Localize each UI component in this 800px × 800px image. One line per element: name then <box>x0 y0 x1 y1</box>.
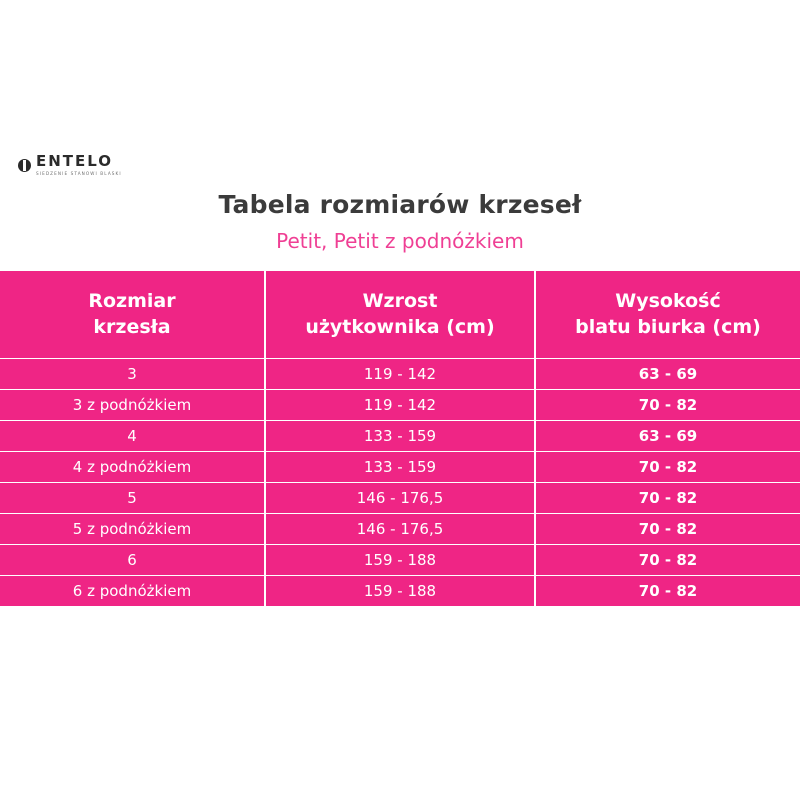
table-row <box>0 452 800 483</box>
cell-size: 4 z podnóżkiem <box>0 452 265 483</box>
cell-size: 5 <box>0 483 265 514</box>
cell-desk-height: 63 - 69 <box>535 421 800 452</box>
table-row <box>0 390 800 421</box>
page-title: Tabela rozmiarów krzeseł <box>218 190 582 220</box>
table-head <box>0 271 800 359</box>
table-row <box>0 545 800 576</box>
table-row <box>0 514 800 545</box>
cell-user-height: 119 - 142 <box>265 359 535 390</box>
cell-size: 6 z podnóżkiem <box>0 576 265 607</box>
cell-user-height: 159 - 188 <box>265 545 535 576</box>
cell-size: 3 z podnóżkiem <box>0 390 265 421</box>
column-header-desk-height-line2: blatu biurka (cm) <box>575 315 761 338</box>
cell-size: 5 z podnóżkiem <box>0 514 265 545</box>
cell-desk-height: 70 - 82 <box>535 545 800 576</box>
entelo-logo-icon <box>18 159 31 172</box>
cell-desk-height: 70 - 82 <box>535 390 800 421</box>
cell-desk-height: 63 - 69 <box>535 359 800 390</box>
column-header-user-height <box>265 271 535 359</box>
table-row <box>0 483 800 514</box>
cell-user-height: 146 - 176,5 <box>265 483 535 514</box>
cell-user-height: 133 - 159 <box>265 452 535 483</box>
table-row <box>0 359 800 390</box>
cell-size: 6 <box>0 545 265 576</box>
cell-user-height: 133 - 159 <box>265 421 535 452</box>
brand-tagline: SIEDZENIE STANOWI BLASKI <box>36 171 122 176</box>
chart-header <box>0 140 800 271</box>
size-chart-card <box>0 140 800 608</box>
cell-desk-height: 70 - 82 <box>535 576 800 607</box>
cell-size: 3 <box>0 359 265 390</box>
column-header-user-height-line2: użytkownika (cm) <box>305 315 495 338</box>
table-body <box>0 359 800 607</box>
table-header-row <box>0 271 800 359</box>
table-row <box>0 421 800 452</box>
column-header-desk-height <box>535 271 800 359</box>
page-subtitle: Petit, Petit z podnóżkiem <box>276 229 524 254</box>
cell-desk-height: 70 - 82 <box>535 452 800 483</box>
cell-user-height: 119 - 142 <box>265 390 535 421</box>
cell-user-height: 159 - 188 <box>265 576 535 607</box>
column-header-user-height-line1: Wzrost <box>362 290 438 313</box>
cell-desk-height: 70 - 82 <box>535 483 800 514</box>
cell-size: 4 <box>0 421 265 452</box>
cell-desk-height: 70 - 82 <box>535 514 800 545</box>
column-header-size <box>0 271 265 359</box>
column-header-desk-height-line1: Wysokość <box>615 290 721 313</box>
column-header-size-line1: Rozmiar <box>88 290 176 313</box>
brand-logo-block <box>18 154 800 176</box>
cell-user-height: 146 - 176,5 <box>265 514 535 545</box>
brand-name: ENTELO <box>36 152 114 170</box>
table-row <box>0 576 800 607</box>
size-table <box>0 271 800 607</box>
column-header-size-line2: krzesła <box>93 315 171 338</box>
brand-text <box>36 154 122 176</box>
card-footer-spacer <box>0 607 800 608</box>
